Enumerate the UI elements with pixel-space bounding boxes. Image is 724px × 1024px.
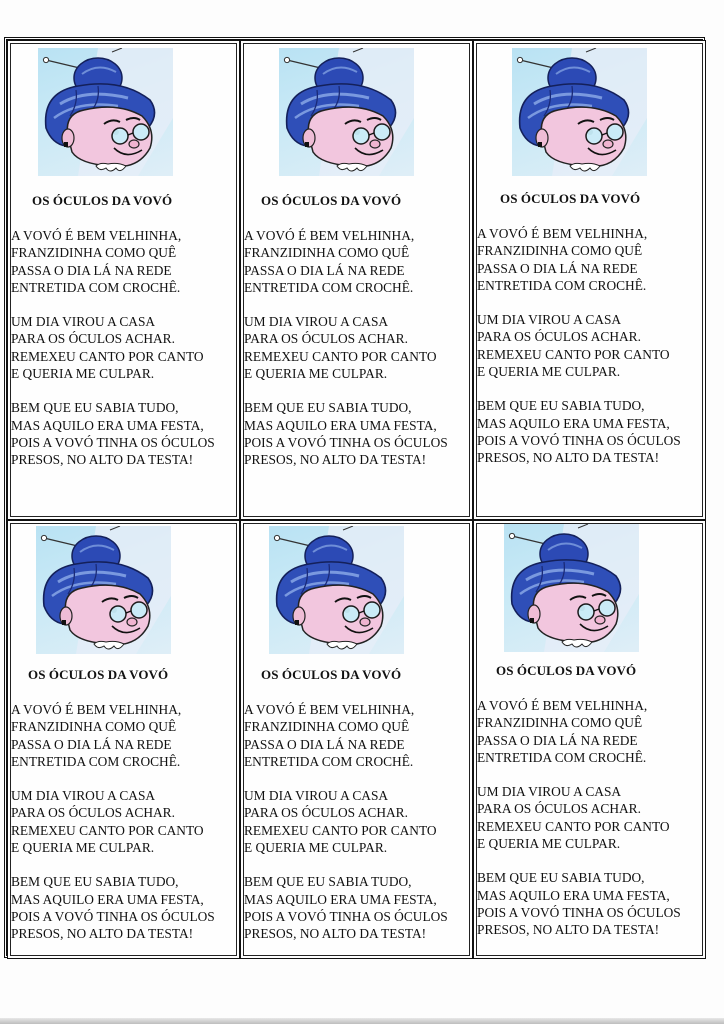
- poem-line: ENTRETIDA COM CROCHÊ.: [11, 279, 181, 295]
- poem-line: PRESOS, NO ALTO DA TESTA!: [477, 450, 660, 466]
- card-title: OS ÓCULOS DA VOVÓ: [496, 663, 637, 678]
- poem-line: PASSA O DIA LÁ NA REDE: [11, 736, 172, 752]
- stanza: [244, 227, 448, 296]
- poem-line: REMEXEU CANTO POR CANTO: [477, 346, 670, 362]
- poem-line: POIS A VOVÓ TINHA OS ÓCULOS: [244, 434, 448, 450]
- poem-line: MAS AQUILO ERA UMA FESTA,: [244, 891, 437, 907]
- poem-line: PASSA O DIA LÁ NA REDE: [477, 732, 638, 748]
- poem-card: [240, 40, 473, 520]
- poem-line: PRESOS, NO ALTO DA TESTA!: [244, 926, 427, 942]
- poem-line: A VOVÓ É BEM VELHINHA,: [11, 702, 182, 717]
- stanza: [11, 313, 215, 382]
- poem-line: PARA OS ÓCULOS ACHAR.: [477, 801, 641, 817]
- poem-line: ENTRETIDA COM CROCHÊ.: [477, 277, 647, 293]
- poem-line: E QUERIA ME CULPAR.: [244, 840, 388, 856]
- card-title: OS ÓCULOS DA VOVÓ: [500, 191, 641, 206]
- poem-line: UM DIA VIROU A CASA: [244, 314, 389, 330]
- poem: [11, 227, 215, 486]
- poem-line: E QUERIA ME CULPAR.: [477, 364, 621, 380]
- poem-line: A VOVÓ É BEM VELHINHA,: [244, 702, 415, 717]
- poem-line: BEM QUE EU SABIA TUDO,: [477, 398, 645, 414]
- stanza: [244, 787, 448, 856]
- poem-line: ENTRETIDA COM CROCHÊ.: [11, 753, 181, 769]
- card-title: OS ÓCULOS DA VOVÓ: [32, 193, 173, 208]
- poem-line: BEM QUE EU SABIA TUDO,: [11, 400, 179, 416]
- poem-line: MAS AQUILO ERA UMA FESTA,: [477, 415, 670, 431]
- grandma-with-glasses-icon: [504, 524, 639, 652]
- stanza: [477, 311, 681, 380]
- poem-line: PASSA O DIA LÁ NA REDE: [477, 260, 638, 276]
- poem-line: UM DIA VIROU A CASA: [477, 784, 622, 800]
- poem-line: POIS A VOVÓ TINHA OS ÓCULOS: [11, 434, 215, 450]
- stanza: [11, 873, 215, 942]
- poem-line: POIS A VOVÓ TINHA OS ÓCULOS: [244, 908, 448, 924]
- poem-line: PASSA O DIA LÁ NA REDE: [244, 736, 405, 752]
- poem: [11, 701, 215, 959]
- poem-line: UM DIA VIROU A CASA: [244, 788, 389, 804]
- poem-line: REMEXEU CANTO POR CANTO: [11, 822, 204, 838]
- poem-line: E QUERIA ME CULPAR.: [244, 366, 388, 382]
- poem-line: A VOVÓ É BEM VELHINHA,: [244, 228, 415, 243]
- poem: [477, 225, 681, 484]
- poem-line: REMEXEU CANTO POR CANTO: [11, 348, 204, 364]
- stanza: [11, 787, 215, 856]
- stanza: [477, 397, 681, 466]
- poem-line: A VOVÓ É BEM VELHINHA,: [477, 226, 648, 241]
- grandma-with-glasses-icon: [269, 526, 404, 654]
- poem-line: POIS A VOVÓ TINHA OS ÓCULOS: [477, 904, 681, 920]
- poem-card: [7, 40, 240, 520]
- poem-line: FRANZIDINHA COMO QUÊ: [244, 719, 410, 735]
- poem-line: A VOVÓ É BEM VELHINHA,: [11, 228, 182, 243]
- poem: [244, 701, 448, 959]
- poem-line: UM DIA VIROU A CASA: [11, 788, 156, 804]
- stanza: [11, 227, 215, 296]
- stanza: [477, 869, 681, 938]
- poem-line: ENTRETIDA COM CROCHÊ.: [244, 279, 414, 295]
- poem-line: PASSA O DIA LÁ NA REDE: [244, 262, 405, 278]
- grandma-with-glasses-icon: [512, 48, 647, 176]
- poem: [477, 697, 681, 956]
- poem-line: PASSA O DIA LÁ NA REDE: [11, 262, 172, 278]
- page-bottom-edge: [0, 1018, 724, 1024]
- grandma-with-glasses-icon: [38, 48, 173, 176]
- stanza: [11, 399, 215, 468]
- poem-line: REMEXEU CANTO POR CANTO: [244, 348, 437, 364]
- poem-card: [7, 520, 240, 959]
- poem-line: FRANZIDINHA COMO QUÊ: [477, 715, 643, 731]
- poem-line: E QUERIA ME CULPAR.: [477, 836, 621, 852]
- card-title: OS ÓCULOS DA VOVÓ: [28, 667, 169, 682]
- stanza: [477, 697, 681, 766]
- poem-line: BEM QUE EU SABIA TUDO,: [477, 870, 645, 886]
- poem-card: [473, 40, 706, 520]
- poem-line: PARA OS ÓCULOS ACHAR.: [11, 805, 175, 821]
- poem-line: FRANZIDINHA COMO QUÊ: [11, 245, 177, 261]
- poem-line: MAS AQUILO ERA UMA FESTA,: [244, 417, 437, 433]
- stanza: [11, 701, 215, 770]
- poem-line: UM DIA VIROU A CASA: [477, 312, 622, 328]
- poem-line: MAS AQUILO ERA UMA FESTA,: [11, 417, 204, 433]
- poem-line: BEM QUE EU SABIA TUDO,: [11, 874, 179, 890]
- poem-line: REMEXEU CANTO POR CANTO: [477, 818, 670, 834]
- poem-line: PARA OS ÓCULOS ACHAR.: [11, 331, 175, 347]
- poem-line: FRANZIDINHA COMO QUÊ: [244, 245, 410, 261]
- poem-card: [473, 520, 706, 959]
- poem-line: FRANZIDINHA COMO QUÊ: [11, 719, 177, 735]
- poem-line: BEM QUE EU SABIA TUDO,: [244, 400, 412, 416]
- poem-line: POIS A VOVÓ TINHA OS ÓCULOS: [11, 908, 215, 924]
- poem-line: REMEXEU CANTO POR CANTO: [244, 822, 437, 838]
- poem-line: ENTRETIDA COM CROCHÊ.: [244, 753, 414, 769]
- stanza: [244, 399, 448, 468]
- poem-line: MAS AQUILO ERA UMA FESTA,: [477, 887, 670, 903]
- card-title: OS ÓCULOS DA VOVÓ: [261, 667, 402, 682]
- card-title: OS ÓCULOS DA VOVÓ: [261, 193, 402, 208]
- poem-line: PRESOS, NO ALTO DA TESTA!: [11, 452, 194, 468]
- poem-line: E QUERIA ME CULPAR.: [11, 366, 155, 382]
- poem-line: FRANZIDINHA COMO QUÊ: [477, 243, 643, 259]
- poem-line: PARA OS ÓCULOS ACHAR.: [244, 331, 408, 347]
- grandma-with-glasses-icon: [279, 48, 414, 176]
- poem-line: ENTRETIDA COM CROCHÊ.: [477, 749, 647, 765]
- stanza: [244, 873, 448, 942]
- poem-line: PRESOS, NO ALTO DA TESTA!: [11, 926, 194, 942]
- poem-line: BEM QUE EU SABIA TUDO,: [244, 874, 412, 890]
- poem-card: [240, 520, 473, 959]
- poem-line: MAS AQUILO ERA UMA FESTA,: [11, 891, 204, 907]
- stanza: [244, 313, 448, 382]
- stanza: [244, 701, 448, 770]
- poem-line: PRESOS, NO ALTO DA TESTA!: [244, 452, 427, 468]
- stanza: [477, 225, 681, 294]
- poem-line: E QUERIA ME CULPAR.: [11, 840, 155, 856]
- poem-line: PARA OS ÓCULOS ACHAR.: [244, 805, 408, 821]
- poem-line: PRESOS, NO ALTO DA TESTA!: [477, 922, 660, 938]
- card-grid: [4, 37, 705, 958]
- poem-line: PARA OS ÓCULOS ACHAR.: [477, 329, 641, 345]
- poem-line: POIS A VOVÓ TINHA OS ÓCULOS: [477, 432, 681, 448]
- grandma-with-glasses-icon: [36, 526, 171, 654]
- poem-line: A VOVÓ É BEM VELHINHA,: [477, 698, 648, 713]
- poem-line: UM DIA VIROU A CASA: [11, 314, 156, 330]
- stanza: [477, 783, 681, 852]
- poem: [244, 227, 448, 486]
